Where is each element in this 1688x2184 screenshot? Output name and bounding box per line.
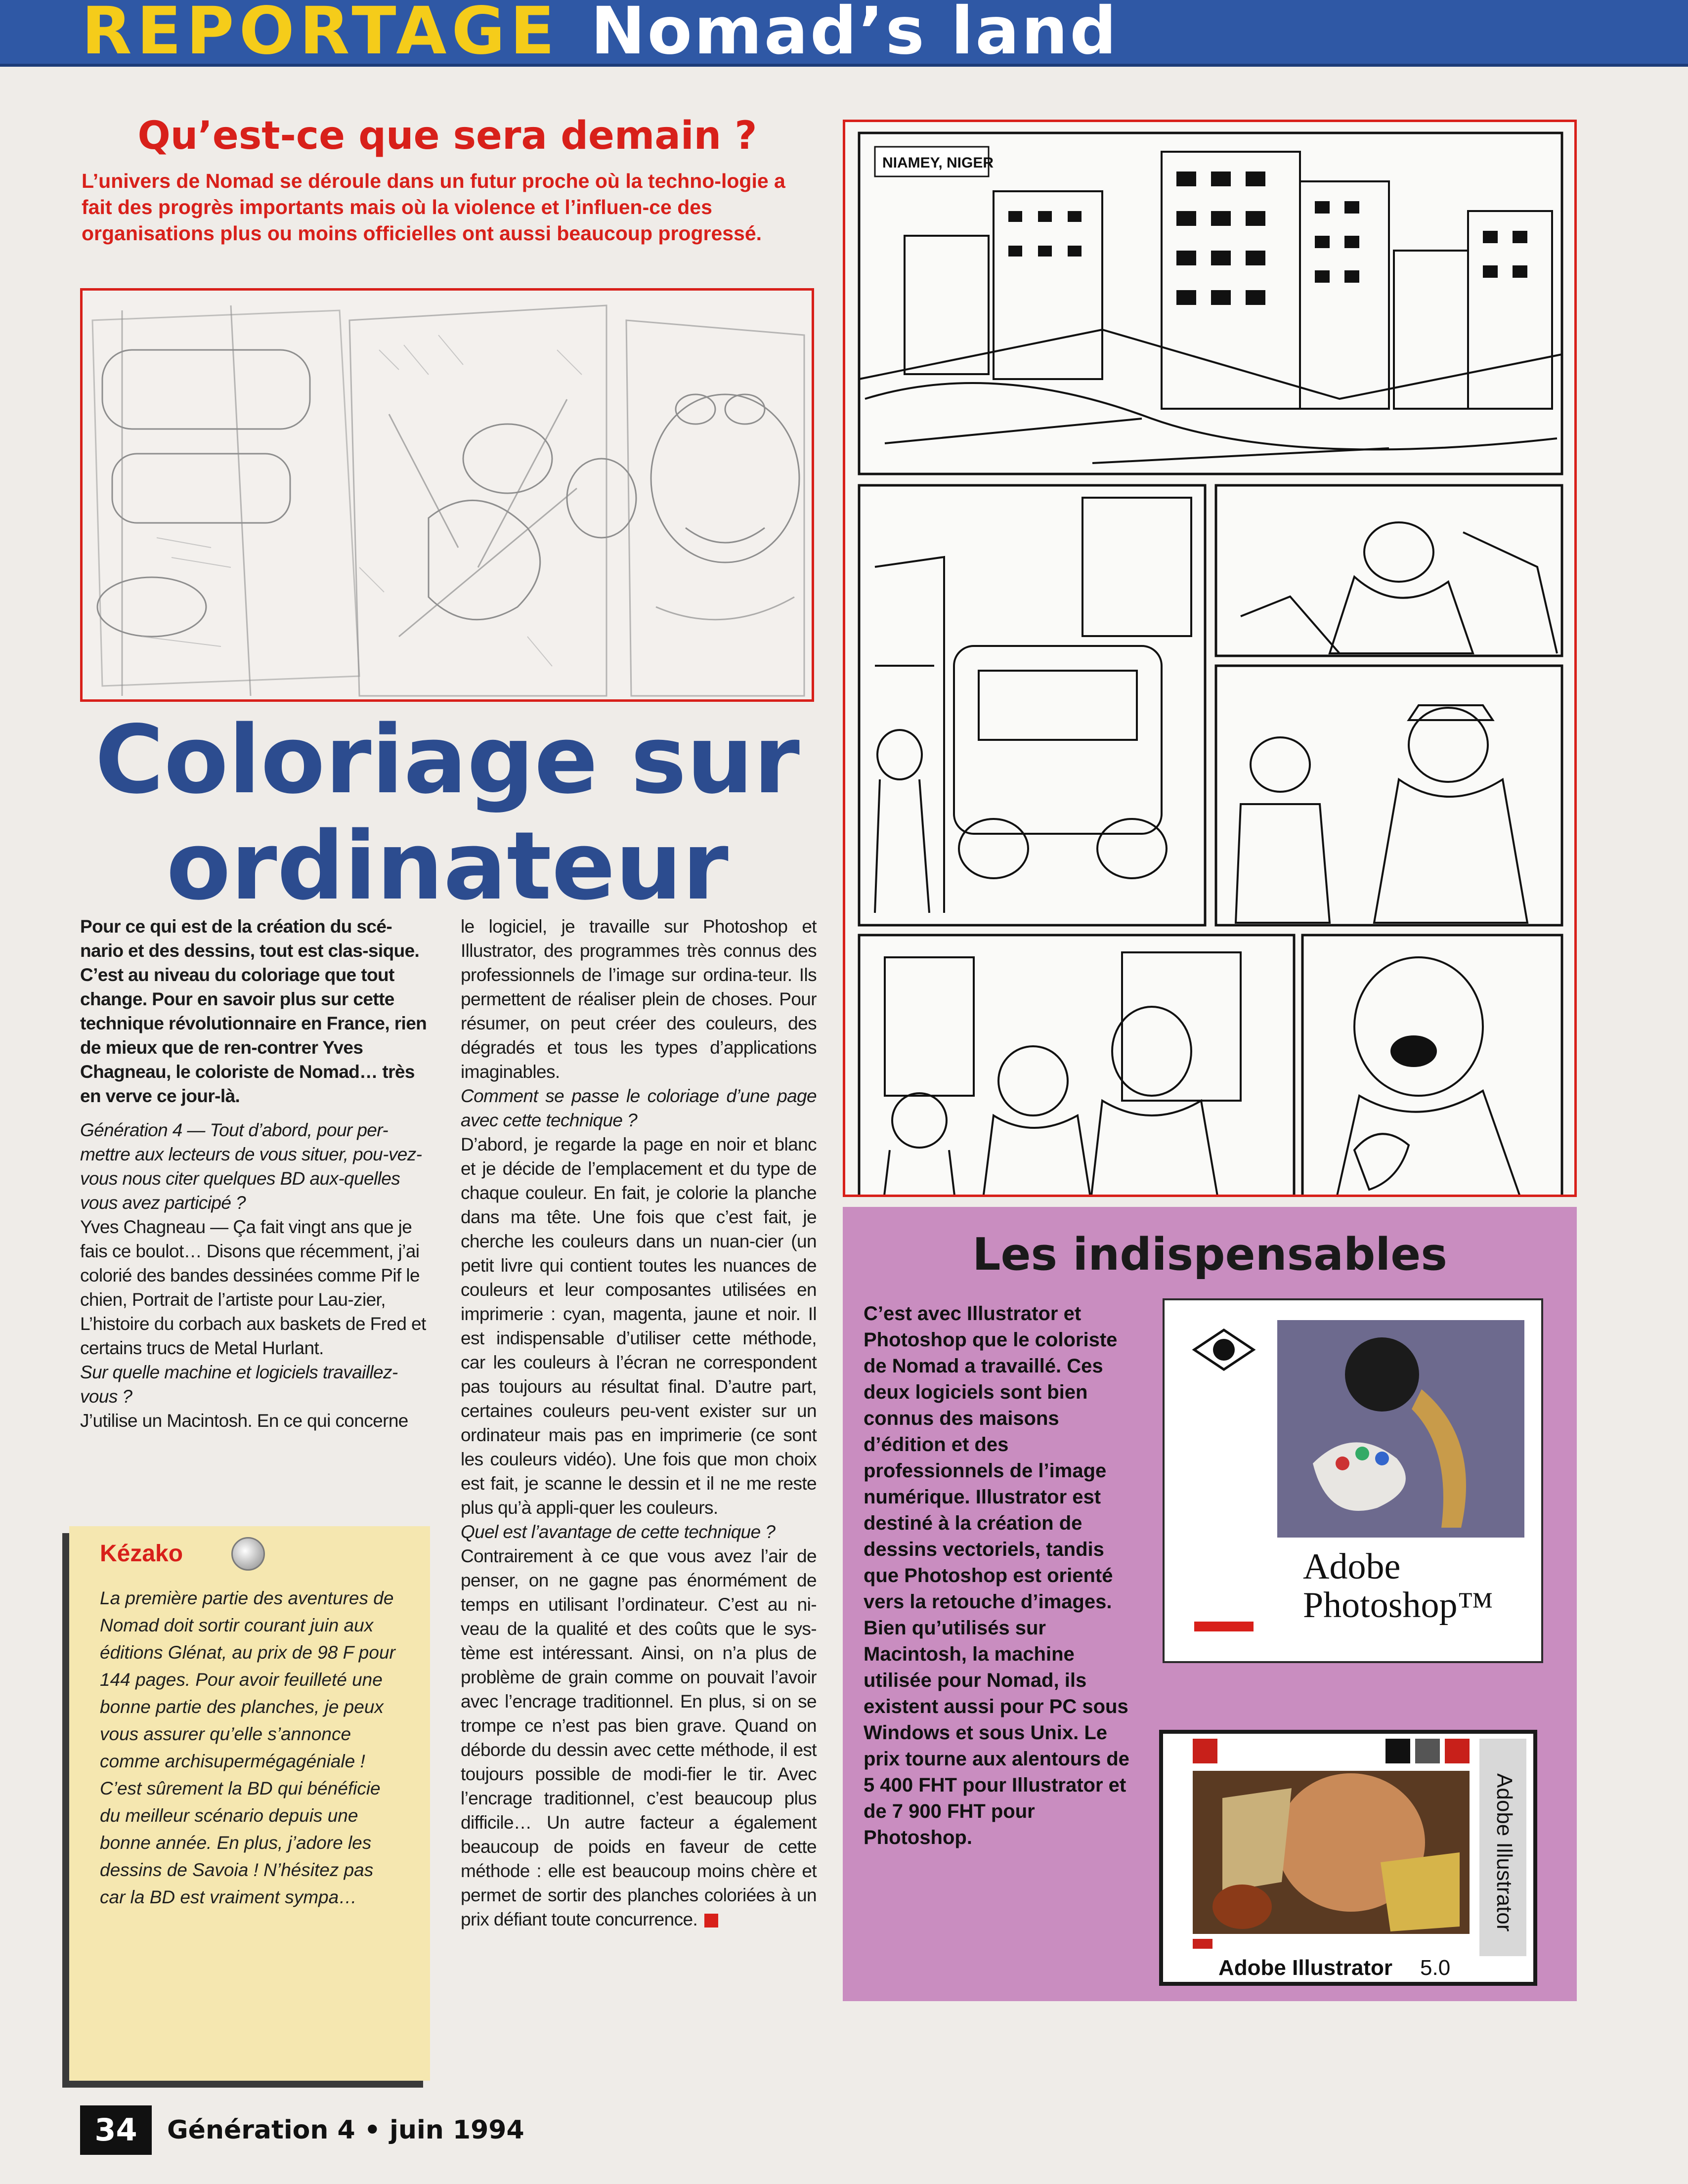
kezako-box [69, 1526, 430, 2081]
interview-answer: D’abord, je regarde la page en noir et blanc et je décide de l’emplacement et du type de chaque couleur. En fait, je colorie la planche dans ma tête. Une fois que c’est fait, je cherche les couleurs dans un nuan-cier (un petit livre qui contient toutes les nuances de couleurs et leur composantes utilisées en imprimerie : cyan, magenta, jaune et noir. Il est indispensable d’utiliser cette méthode, car les couleurs à l’écran ne correspondent pas toujours au résultat final. D’autre part, certaines couleurs peu-vent exister sur un ordinateur mais pas en imprimerie (ce sont les couleurs vidéo). Une fois que mon choix est fait, je scanne le dessin et il ne me reste plus qu’à appli-quer les couleurs. [461, 1134, 817, 1518]
interview-question: Génération 4 — Tout d’abord, pour per-mettre aux lecteurs de vous situer, pou-vez-vous nous citer quelques BD aux-quelles vous avez participé ? [80, 1120, 422, 1213]
comic-caption: NIAMEY, NIGER [882, 155, 994, 171]
comic-panels [845, 122, 1574, 1195]
interview-answer [461, 1544, 817, 1931]
article-column-2 [461, 914, 817, 1931]
intro-text: L’univers de Nomad se déroule dans un futur proche où la techno-logie a fait des progrès importants mais où la violence et l’influen-ce des organisations plus ou moins officielles ont aussi beaucoup progressé. [82, 170, 785, 245]
header-band [0, 0, 1688, 67]
illustrator-box-label: Adobe Illustrator [1218, 1956, 1393, 1980]
indispensables-title: Les indispensables [972, 1229, 1447, 1281]
article-lead: Pour ce qui est de la création du scé-nario et des dessins, tout est clas-sique. C’est au niveau du coloriage que tout change. Pour en savoir plus sur cette technique révolutionnaire en France, rien de mieux que de ren-contrer Yves Chagneau, le coloriste de Nomad… très en verve ce jour-là. [80, 916, 427, 1106]
interview-question: Comment se passe le coloriage d’une page avec cette technique ? [461, 1086, 817, 1130]
comic-panel-street [859, 935, 1294, 1195]
page-number: 34 [80, 2105, 152, 2155]
headline-line-2: ordinateur [166, 812, 729, 921]
photoshop-product: Photoshop™ [1303, 1585, 1494, 1626]
final-answer-text: Contrairement à ce que vous avez l’air de penser, on ne gagne pas énormément de temps en utilisant l’ordinateur. C’est au ni-veau de la qualité et des coûts que le sys-tème est intéressant. Ainsi, on n’a plus de problème de grain comme on pouvait l’avoir avec l’encrage traditionnel. En plus, si on se trompe ce n’est pas bien grave. Quand on déborde du dessin avec cette méthode, il est toujours possible de modi-fier le tir. Avec l’encrage traditionnel, c’est beaucoup plus difficile… Un autre facteur a également beaucoup de poids en faveur de cette méthode : elle est beaucoup moins chère et permet de sortir des planches coloriées à un prix défiant toute concurrence. [461, 1546, 817, 1929]
comic-panel-truck [859, 485, 1205, 925]
comic-panel-officer [1216, 666, 1562, 925]
illustrator-box-version: 5.0 [1420, 1956, 1451, 1980]
illustrator-artwork [1163, 1734, 1533, 1982]
end-of-article-square [704, 1914, 718, 1927]
pencil-sketch-illustration [80, 288, 814, 702]
kezako-text: La première partie des aventures de Nomad doit sortir courant juin aux éditions Glénat, au prix de 98 F pour 144 pages. Pour avoir feuilleté une bonne partie des planches, je peux vous assurer qu’elle s’annonce comme archisupermégagéniale ! C’est sûrement la BD qui bénéficie du meilleur scénario depuis une bonne année. En plus, j’adore les dessins de Savoia ! N’hésitez pas car la BD est vraiment sympa… [100, 1588, 395, 1907]
interview-answer: le logiciel, je travaille sur Photoshop et Illustrator, des programmes très connus des professionnels de l’image sur ordina-teur. Ils permettent de réaliser plein de choses. Pour résumer, on peut créer des couleurs, des dégradés et tous les types d’applications imaginables. [461, 916, 817, 1082]
indispensables-text: C’est avec Illustrator et Photoshop que le coloriste de Nomad a travaillé. Ces deux logiciels sont bien connus des maisons d’édition et des professionnels de l’image numérique. Illustrator est destiné à la création de dessins vectoriels, tandis que Photoshop est orienté vers la retouche d’images. Bien qu’utilisés sur Macintosh, la machine utilisée pour Nomad, ils existent aussi pour PC sous Windows et sous Unix. Le prix tourne aux alentours de 5 400 FHT pour Illustrator et de 7 900 FHT pour Photoshop. [864, 1303, 1129, 1848]
les-indispensables-box [843, 1207, 1577, 2001]
photoshop-box-label [1303, 1547, 1493, 1625]
headline-line-1: Coloriage sur [95, 705, 800, 814]
photoshop-box-image [1163, 1298, 1543, 1663]
comic-panel-crowd [1216, 485, 1562, 656]
interview-question: Quel est l’avantage de cette technique ? [461, 1522, 776, 1542]
photoshop-brand: Adobe [1303, 1546, 1401, 1587]
section-rubric: REPORTAGE [82, 0, 560, 69]
interview-answer: Yves Chagneau — Ça fait vingt ans que je fais ce boulot… Disons que récemment, j’ai colorié des bandes dessinées comme Pif le chien, Portrait de l’artiste pour Lau-zier, L’histoire du corbach aux baskets de Fred et certains trucs de Metal Hurlant. [80, 1217, 426, 1358]
article-column-1 [80, 914, 433, 1433]
article-headline [79, 707, 816, 919]
comic-page-illustration [843, 120, 1577, 1197]
article-series-title: Nomad’s land [591, 0, 1119, 69]
interview-question: Sur quelle machine et logiciels travaillez-vous ? [80, 1362, 398, 1407]
comic-panel-shout [1302, 935, 1562, 1195]
kezako-title: Kézako [100, 1541, 183, 1567]
intro-title: Qu’est-ce que sera demain ? [137, 114, 757, 158]
pushpin-icon [231, 1537, 265, 1571]
footer-magazine-issue: Génération 4 • juin 1994 [167, 2115, 524, 2145]
illustrator-box-image [1159, 1730, 1537, 1986]
interview-answer: J’utilise un Macintosh. En ce qui concerne [80, 1411, 408, 1431]
illustrator-box-spine: Adobe Illustrator [1492, 1773, 1516, 1932]
eye-logo-icon [1194, 1330, 1254, 1370]
sketch-drawing [83, 291, 812, 699]
comic-panel-city [859, 133, 1562, 474]
